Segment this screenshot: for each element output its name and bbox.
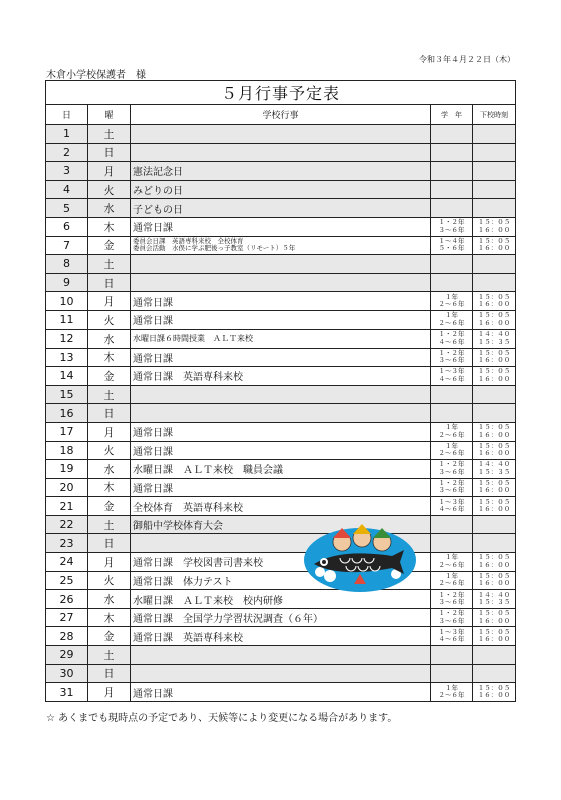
table-row: [46, 329, 516, 348]
day-cell: 28: [46, 627, 88, 646]
grade-cell: [431, 478, 473, 497]
table-row: [46, 553, 516, 572]
event-cell: 通常日課: [131, 422, 431, 441]
table-row: [46, 571, 516, 590]
grade-line: １～４年: [438, 236, 465, 245]
header-day: 日: [46, 105, 88, 125]
header-grade: 学 年: [431, 105, 473, 125]
dismissal-line: １４：４０: [477, 330, 511, 339]
grade-line: １・２年: [438, 609, 465, 618]
event-cell: 通常日課 学校図書司書来校: [131, 553, 431, 572]
event-cell: 通常日課: [131, 683, 431, 702]
weekday-cell: 金: [88, 367, 131, 386]
event-cell: 全校体育 英語専科来校: [131, 497, 431, 516]
weekday-cell: 月: [88, 162, 131, 181]
weekday-cell: 月: [88, 292, 131, 311]
grade-cell: [431, 236, 473, 255]
dismissal-line: １６：００: [477, 374, 511, 383]
dismissal-line: １６：００: [477, 486, 511, 495]
event-cell: 通常日課 体力テスト: [131, 571, 431, 590]
grade-cell: [431, 367, 473, 386]
grade-line: ４～６年: [438, 505, 465, 514]
event-cell: [131, 255, 431, 274]
dismissal-cell: [473, 162, 516, 181]
day-cell: 1: [46, 125, 88, 144]
table-row: [46, 162, 516, 181]
event-cell: 憲法記念日: [131, 162, 431, 181]
grade-line: １年: [445, 683, 458, 692]
table-row: [46, 125, 516, 144]
table-row: [46, 310, 516, 329]
day-cell: 14: [46, 367, 88, 386]
dismissal-cell: [473, 143, 516, 162]
schedule-table: [45, 80, 516, 702]
dismissal-cell: [473, 571, 516, 590]
dismissal-line: １６：００: [477, 225, 511, 234]
grade-cell: [431, 404, 473, 423]
grade-cell: [431, 534, 473, 553]
table-row: [46, 180, 516, 199]
event-cell: 通常日課: [131, 478, 431, 497]
dismissal-line: １６：００: [477, 691, 511, 700]
grade-cell: [431, 441, 473, 460]
grade-line: １～３年: [438, 367, 465, 376]
grade-line: １・２年: [438, 460, 465, 469]
dismissal-cell: [473, 367, 516, 386]
dismissal-line: １５：０５: [477, 571, 511, 580]
dismissal-cell: [473, 329, 516, 348]
day-cell: 15: [46, 385, 88, 404]
weekday-cell: 土: [88, 385, 131, 404]
dismissal-line: １４：４０: [477, 590, 511, 599]
grade-cell: [431, 627, 473, 646]
dismissal-line: １５：０５: [477, 367, 511, 376]
day-cell: 9: [46, 273, 88, 292]
weekday-cell: 土: [88, 255, 131, 274]
event-cell: [131, 236, 431, 255]
event-cell: [131, 385, 431, 404]
table-row: [46, 273, 516, 292]
table-row: [46, 683, 516, 702]
dismissal-line: １６：００: [477, 505, 511, 514]
event-cell: 通常日課 全国学力学習状況調査（６年）: [131, 608, 431, 627]
dismissal-line: １５：３５: [477, 337, 511, 346]
dismissal-cell: [473, 683, 516, 702]
table-row: [46, 404, 516, 423]
addressee: 木倉小学校保護者 様: [46, 70, 146, 81]
event-cell: [131, 664, 431, 683]
dismissal-cell: [473, 404, 516, 423]
event-cell: [131, 273, 431, 292]
weekday-cell: 木: [88, 217, 131, 236]
grade-cell: [431, 273, 473, 292]
day-cell: 11: [46, 310, 88, 329]
dismissal-cell: [473, 534, 516, 553]
weekday-cell: 火: [88, 441, 131, 460]
dismissal-line: １５：３５: [477, 598, 511, 607]
day-cell: 31: [46, 683, 88, 702]
table-row: [46, 143, 516, 162]
dismissal-cell: [473, 460, 516, 479]
grade-cell: [431, 497, 473, 516]
day-cell: 22: [46, 515, 88, 534]
grade-cell: [431, 348, 473, 367]
dismissal-cell: [473, 608, 516, 627]
weekday-cell: 日: [88, 273, 131, 292]
day-cell: 10: [46, 292, 88, 311]
dismissal-line: １５：０５: [477, 627, 511, 636]
dismissal-line: １５：０５: [477, 236, 511, 245]
grade-cell: [431, 125, 473, 144]
day-cell: 8: [46, 255, 88, 274]
dismissal-line: １５：３５: [477, 467, 511, 476]
table-row: [46, 292, 516, 311]
day-cell: 13: [46, 348, 88, 367]
weekday-cell: 日: [88, 404, 131, 423]
weekday-cell: 土: [88, 515, 131, 534]
table-row: [46, 367, 516, 386]
grade-line: ４～６年: [438, 337, 465, 346]
grade-cell: [431, 590, 473, 609]
dismissal-cell: [473, 348, 516, 367]
grade-line: ３～６年: [438, 486, 465, 495]
weekday-cell: 日: [88, 143, 131, 162]
header-weekday: 曜: [88, 105, 131, 125]
day-cell: 4: [46, 180, 88, 199]
weekday-cell: 日: [88, 534, 131, 553]
grade-cell: [431, 515, 473, 534]
dismissal-line: １６：００: [477, 560, 511, 569]
day-cell: 12: [46, 329, 88, 348]
event-cell: 通常日課: [131, 348, 431, 367]
dismissal-line: １６：００: [477, 635, 511, 644]
dismissal-line: １５：０５: [477, 478, 511, 487]
weekday-cell: 火: [88, 571, 131, 590]
event-cell: 通常日課: [131, 217, 431, 236]
event-line: 委員会日課 英語専科来校 全校体育: [133, 236, 244, 245]
grade-cell: [431, 646, 473, 665]
grade-line: ２～６年: [438, 300, 465, 309]
grade-cell: [431, 664, 473, 683]
dismissal-cell: [473, 125, 516, 144]
table-row: [46, 534, 516, 553]
weekday-cell: 月: [88, 683, 131, 702]
header-event: 学校行事: [131, 105, 431, 125]
day-cell: 25: [46, 571, 88, 590]
grade-line: １年: [445, 292, 458, 301]
grade-cell: [431, 460, 473, 479]
table-row: [46, 385, 516, 404]
dismissal-cell: [473, 553, 516, 572]
table-row: [46, 441, 516, 460]
table-row: [46, 646, 516, 665]
day-cell: 29: [46, 646, 88, 665]
grade-line: １・２年: [438, 218, 465, 227]
dismissal-cell: [473, 385, 516, 404]
table-title: ５月行事予定表: [46, 81, 516, 105]
grade-line: ３～６年: [438, 616, 465, 625]
weekday-cell: 火: [88, 180, 131, 199]
dismissal-cell: [473, 590, 516, 609]
weekday-cell: 木: [88, 478, 131, 497]
dismissal-line: １６：００: [477, 616, 511, 625]
table-row: [46, 590, 516, 609]
event-cell: 通常日課: [131, 310, 431, 329]
table-row: [46, 664, 516, 683]
event-line: 委員会活動 水俣に学ぶ肥後っ子教室（リモート）５年: [133, 244, 296, 253]
event-cell: [131, 125, 431, 144]
grade-cell: [431, 385, 473, 404]
grade-line: ３～６年: [438, 356, 465, 365]
grade-line: ５・６年: [438, 244, 465, 253]
grade-line: １年: [445, 553, 458, 562]
dismissal-cell: [473, 478, 516, 497]
day-cell: 5: [46, 199, 88, 218]
weekday-cell: 木: [88, 348, 131, 367]
grade-line: １・２年: [438, 478, 465, 487]
day-cell: 23: [46, 534, 88, 553]
table-row: [46, 515, 516, 534]
day-cell: 21: [46, 497, 88, 516]
weekday-cell: 日: [88, 664, 131, 683]
dismissal-cell: [473, 441, 516, 460]
grade-cell: [431, 292, 473, 311]
day-cell: 6: [46, 217, 88, 236]
dismissal-cell: [473, 180, 516, 199]
dismissal-line: １５：０５: [477, 441, 511, 450]
dismissal-cell: [473, 199, 516, 218]
event-cell: 水曜日課６時間授業 ＡＬＴ来校: [131, 329, 431, 348]
grade-line: ２～６年: [438, 318, 465, 327]
dismissal-line: １５：０５: [477, 292, 511, 301]
grade-line: ３～６年: [438, 467, 465, 476]
dismissal-cell: [473, 292, 516, 311]
dismissal-line: １６：００: [477, 300, 511, 309]
grade-cell: [431, 180, 473, 199]
table-row: [46, 478, 516, 497]
dismissal-line: １６：００: [477, 430, 511, 439]
day-cell: 26: [46, 590, 88, 609]
dismissal-cell: [473, 422, 516, 441]
weekday-cell: 月: [88, 422, 131, 441]
grade-line: ２～６年: [438, 430, 465, 439]
grade-cell: [431, 683, 473, 702]
day-cell: 19: [46, 460, 88, 479]
dismissal-cell: [473, 310, 516, 329]
grade-line: ２～６年: [438, 560, 465, 569]
weekday-cell: 土: [88, 125, 131, 144]
table-row: [46, 460, 516, 479]
weekday-cell: 金: [88, 627, 131, 646]
table-row: [46, 348, 516, 367]
footer-note: ☆ あくまでも現時点の予定であり、天候等により変更になる場合があります。: [46, 713, 398, 724]
dismissal-cell: [473, 515, 516, 534]
grade-line: ２～６年: [438, 449, 465, 458]
grade-line: ３～６年: [438, 598, 465, 607]
dismissal-line: １６：００: [477, 318, 511, 327]
dismissal-cell: [473, 497, 516, 516]
grade-line: １・２年: [438, 348, 465, 357]
day-cell: 16: [46, 404, 88, 423]
dismissal-cell: [473, 646, 516, 665]
dismissal-cell: [473, 255, 516, 274]
table-row: [46, 608, 516, 627]
weekday-cell: 金: [88, 497, 131, 516]
dismissal-line: １４：４０: [477, 460, 511, 469]
grade-line: １年: [445, 311, 458, 320]
grade-line: １～３年: [438, 497, 465, 506]
grade-line: １年: [445, 441, 458, 450]
dismissal-line: １６：００: [477, 449, 511, 458]
grade-line: １年: [445, 423, 458, 432]
weekday-cell: 水: [88, 199, 131, 218]
table-row: [46, 497, 516, 516]
weekday-cell: 水: [88, 460, 131, 479]
grade-cell: [431, 422, 473, 441]
day-cell: 3: [46, 162, 88, 181]
day-cell: 27: [46, 608, 88, 627]
event-cell: [131, 143, 431, 162]
grade-cell: [431, 255, 473, 274]
table-row: [46, 236, 516, 255]
koinobori-illustration: [300, 520, 420, 594]
day-cell: 30: [46, 664, 88, 683]
grade-cell: [431, 571, 473, 590]
grade-line: １・２年: [438, 590, 465, 599]
document-date: 令和３年４月２２日（木）: [419, 55, 515, 64]
dismissal-cell: [473, 236, 516, 255]
event-cell: [131, 404, 431, 423]
grade-line: ４～６年: [438, 635, 465, 644]
table-row: [46, 255, 516, 274]
event-cell: 通常日課 英語専科来校: [131, 627, 431, 646]
day-cell: 18: [46, 441, 88, 460]
dismissal-line: １６：００: [477, 579, 511, 588]
grade-line: ４～６年: [438, 374, 465, 383]
grade-cell: [431, 329, 473, 348]
day-cell: 20: [46, 478, 88, 497]
grade-cell: [431, 162, 473, 181]
grade-line: ２～６年: [438, 691, 465, 700]
header-dismissal: 下校時刻: [473, 105, 516, 125]
day-cell: 24: [46, 553, 88, 572]
event-cell: 通常日課: [131, 292, 431, 311]
grade-cell: [431, 217, 473, 236]
dismissal-line: １６：００: [477, 244, 511, 253]
event-cell: みどりの日: [131, 180, 431, 199]
grade-cell: [431, 199, 473, 218]
dismissal-cell: [473, 273, 516, 292]
day-cell: 17: [46, 422, 88, 441]
weekday-cell: 月: [88, 553, 131, 572]
grade-line: １年: [445, 571, 458, 580]
dismissal-line: １５：０５: [477, 553, 511, 562]
dismissal-line: １５：０５: [477, 348, 511, 357]
grade-cell: [431, 310, 473, 329]
table-row: [46, 217, 516, 236]
table-row: [46, 627, 516, 646]
grade-line: ３～６年: [438, 225, 465, 234]
grade-cell: [431, 608, 473, 627]
day-cell: 7: [46, 236, 88, 255]
weekday-cell: 水: [88, 329, 131, 348]
event-cell: 通常日課 英語専科来校: [131, 367, 431, 386]
dismissal-line: １５：０５: [477, 609, 511, 618]
grade-line: １・２年: [438, 330, 465, 339]
event-cell: 水曜日課 ＡＬＴ来校 職員会議: [131, 460, 431, 479]
dismissal-line: １５：０５: [477, 497, 511, 506]
table-row: [46, 422, 516, 441]
weekday-cell: 木: [88, 608, 131, 627]
table-row: [46, 199, 516, 218]
dismissal-line: １６：００: [477, 356, 511, 365]
dismissal-line: １５：０５: [477, 218, 511, 227]
grade-cell: [431, 143, 473, 162]
event-cell: 通常日課: [131, 441, 431, 460]
dismissal-line: １５：０５: [477, 311, 511, 320]
weekday-cell: 火: [88, 310, 131, 329]
dismissal-line: １５：０５: [477, 423, 511, 432]
schedule-rows: [46, 125, 516, 702]
dismissal-cell: [473, 217, 516, 236]
weekday-cell: 水: [88, 590, 131, 609]
day-cell: 2: [46, 143, 88, 162]
event-cell: [131, 646, 431, 665]
grade-line: ２～６年: [438, 579, 465, 588]
event-cell: 御船中学校体育大会: [131, 515, 431, 534]
grade-cell: [431, 553, 473, 572]
weekday-cell: 土: [88, 646, 131, 665]
grade-line: １～３年: [438, 627, 465, 636]
weekday-cell: 金: [88, 236, 131, 255]
dismissal-cell: [473, 664, 516, 683]
event-cell: 水曜日課 ＡＬＴ来校 校内研修: [131, 590, 431, 609]
dismissal-line: １５：０５: [477, 683, 511, 692]
dismissal-cell: [473, 627, 516, 646]
event-cell: 子どもの日: [131, 199, 431, 218]
